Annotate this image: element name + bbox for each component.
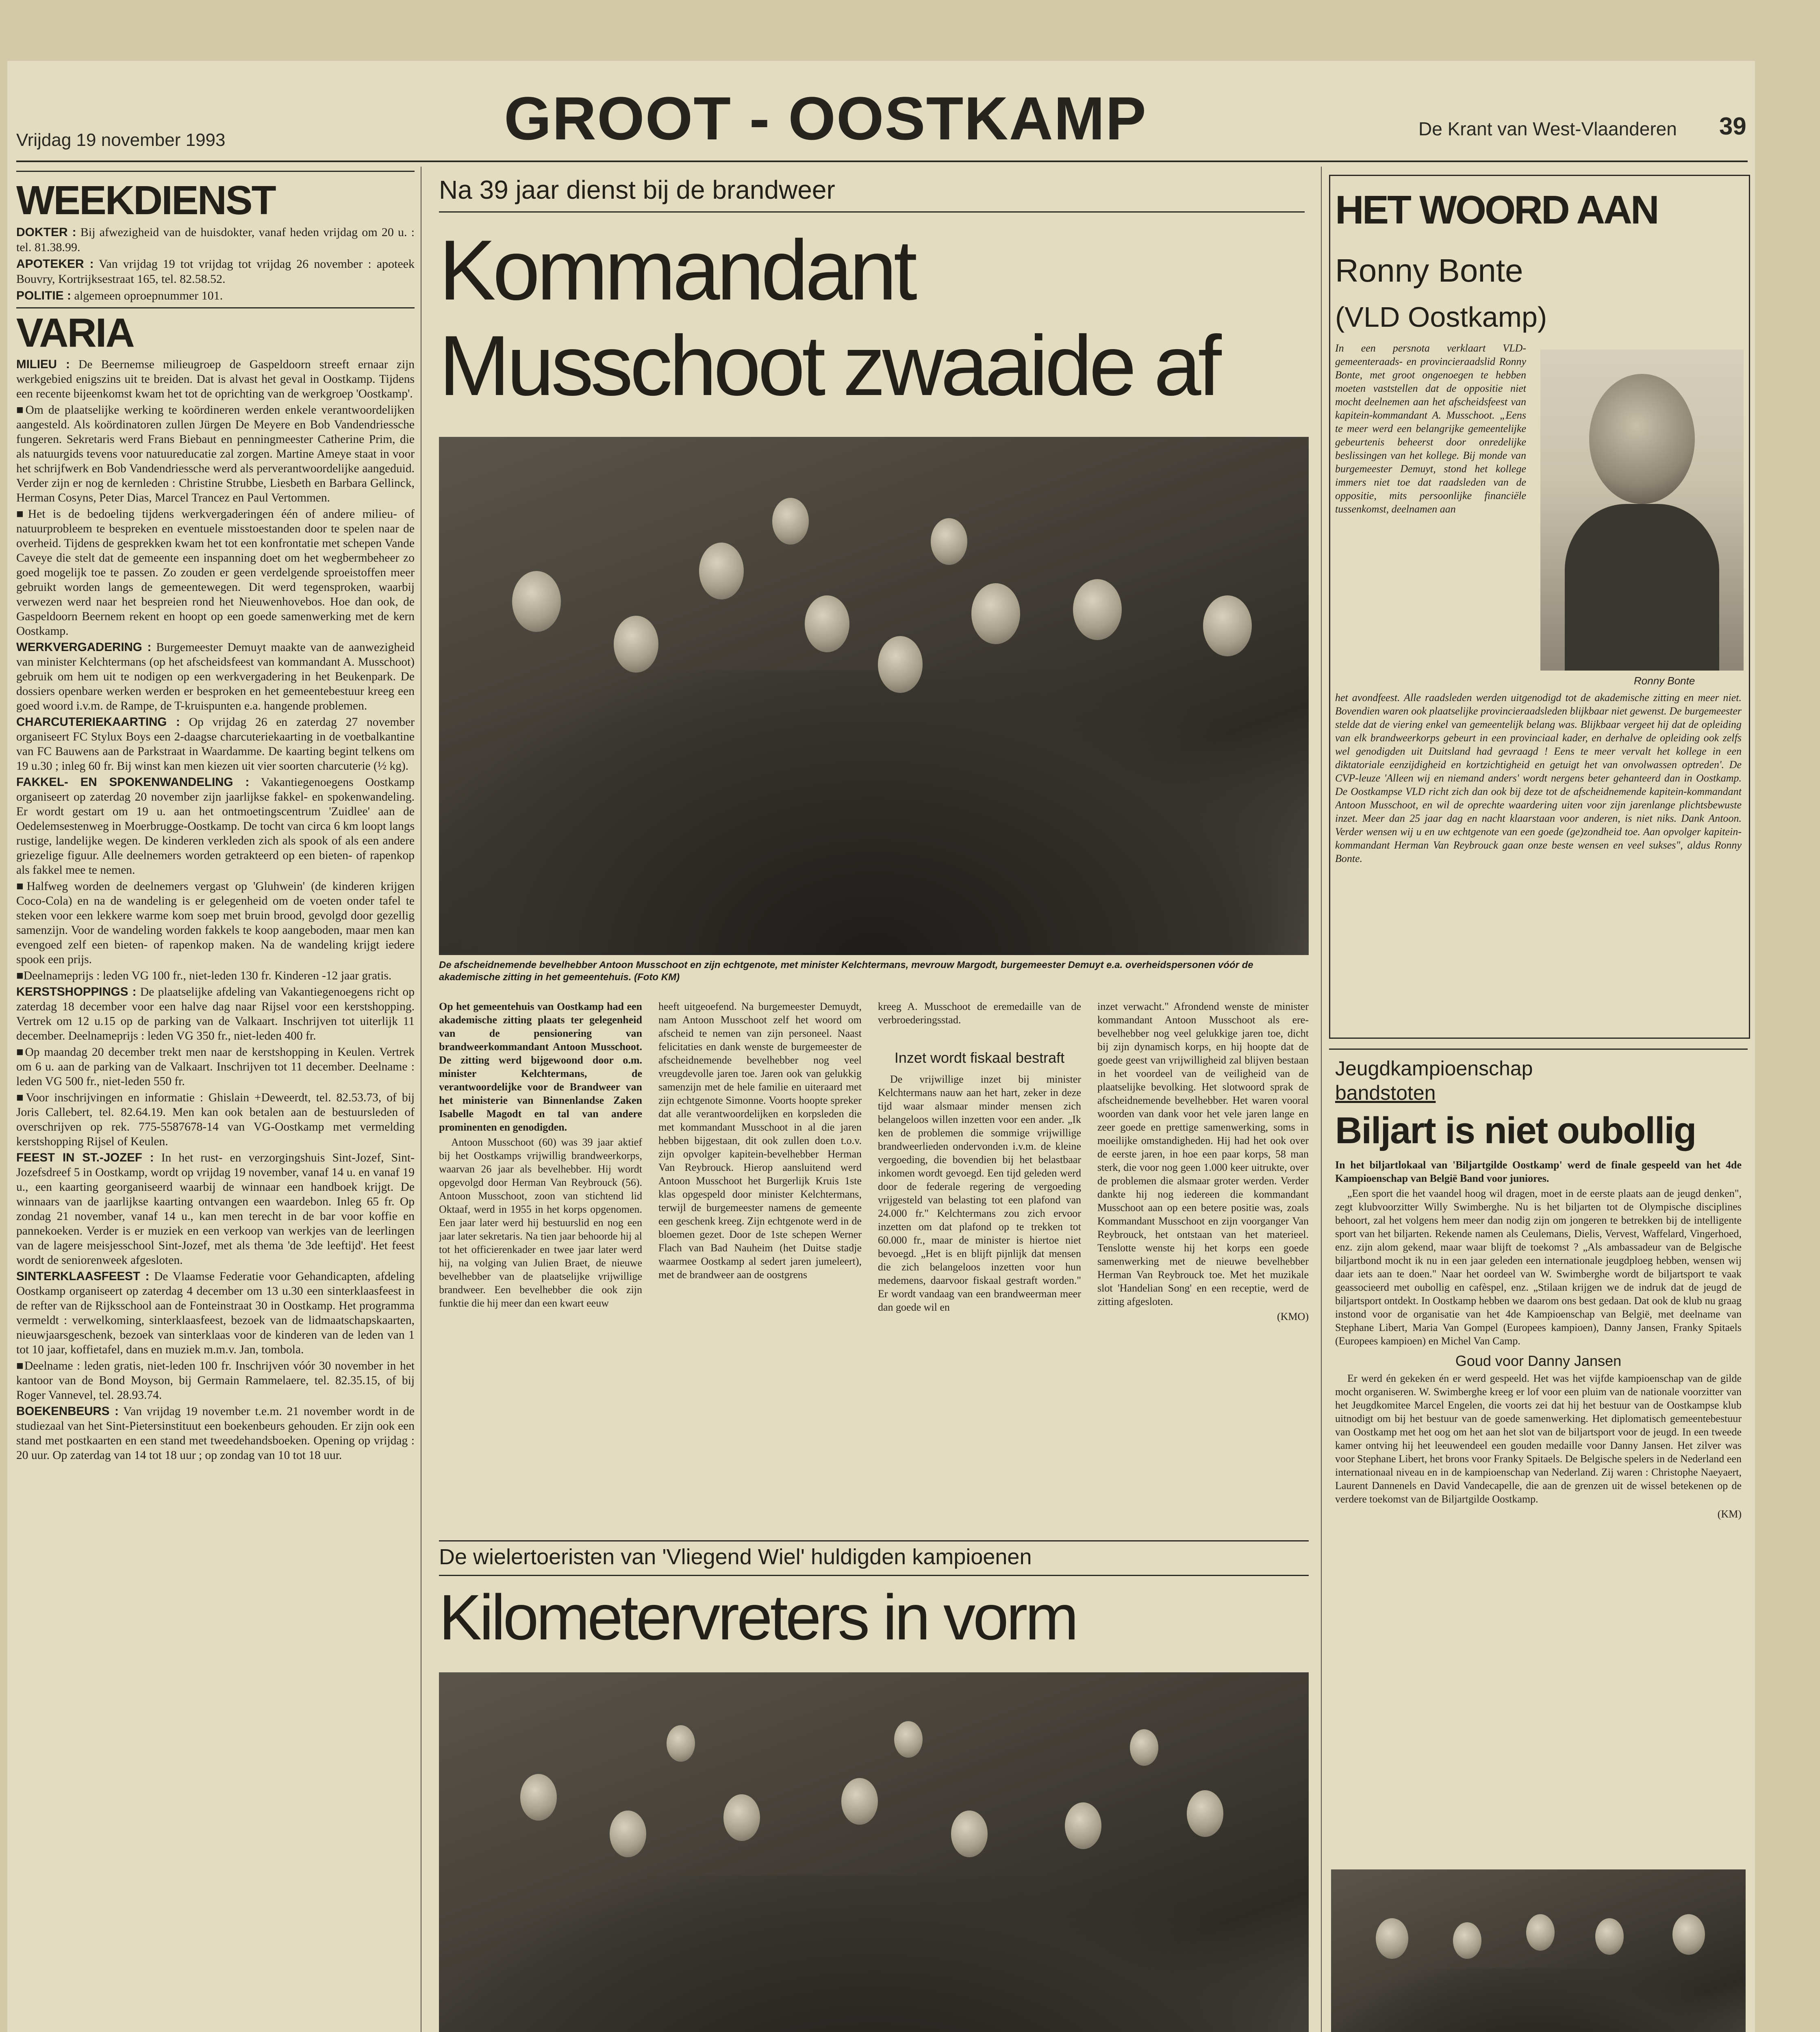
- main-col2-body: heeft uitgeoefend. Na burgemeester Demuydt, nam Antoon Musschoot zelf het woord om afscheid te nemen van zijn personeel. Naast felicitaties en dank wenste de burgemeester de afscheidnemende bevelhebber nog veel vreugdevolle jaren toe. Jaren ook van gelukkig samenzijn met de hele familie en uiteraard met zijn echtgenote Simonne. Voorts hoopte spreker dat alle verantwoordelijken en korpsleden die met kommandant Musschoot in al die jaren hebben bijgestaan, dit ook zullen doen t.o.v. zijn opvolger kapitein-bevelhebber Herman Van Reybrouck. Hierop aansluitend werd Antoon Musschoot het Burgerlijk Kruis 1ste klas opgespeld door minister Kelchtermans, terwijl de burgemeester namens de gemeente een geschenk kreeg. Zijn echtgenote werd in de bloemen gezet. Door de 1ste schepen Werner Flach van Bad Nauheim (het Duitse stadje waarmee Oostkamp al sedert jaren jumeleert), met de brandweer aan de oostgrens: [658, 1001, 862, 1281]
- varia-item-text: Van vrijdag 19 november t.e.m. 21 november wordt in de studiezaal van het Sint-Pietersinstituut een boekenbeurs gehouden. Er zijn ook een stand met postkaarten en een stand met tweedehandsboeken. Opening op vrijdag : 20 uur. Op zaterdag van 14 tot 18 uur ; op zondag van 10 tot 18 uur.: [16, 1405, 415, 1462]
- woord-aan-name: Ronny Bonte: [1335, 252, 1523, 289]
- varia-item-text: De plaatselijke afdeling van Vakantiegenoegens richt op zaterdag 18 december voor een halve dag naar Rijsel voor een kerstshopping. Vertrek om 12 u.15 op de parking van de Valkaart. Inschrijven tot uiterlijk 11 december. Deelnameprijs : leden VG 350 fr., niet-leden 400 fr.: [16, 986, 415, 1042]
- main-col3-body-2: De vrijwillige inzet bij minister Kelchtermans nauw aan het hart, zeker in deze tijd waar alsmaar minder mensen zich belangeloos willen inzetten voor een ander. „Ik ken de problemen die sommige vrijwillige brandweerlieden ondervonden i.v.m. de kleine vergoeding, die bovendien bij het belastbaar inkomen wordt gevoegd. Een tijd geleden werd door de federale regering de vergoeding vrijgesteld van belasting tot een plafond van 24.000 fr." Kelchtermans zou zich ervoor inzetten om dat plafond op te trekken tot 60.000 fr., maar de minister is hiertoe niet bevoegd. „Het is en blijft pijnlijk dat mensen die zich belangeloos inzetten voor hun medemens, daarvoor fiskaal gestraft worden." Er wordt vandaag van een brandweerman meer dan goede wil en: [878, 1073, 1081, 1313]
- varia-item-text: De Beernemse milieugroep de Gaspeldoorn streeft ernaar zijn werkgebied enigszins uit te breiden. Dat is alvast het geval in Oostkamp. Tijdens een recente bijeenkomst kwam het tot de oprichting van de werkgroep 'Oostkamp'.: [16, 358, 415, 400]
- varia-item-text: Vakantiegenoegens Oostkamp organiseert op zaterdag 20 november zijn jaarlijkse fakkel- en spokenwandeling. Er wordt gestart om 19 u. aan het ontmoetingscentrum 'Zuidlee' aan de Oedelemsestenweg in Moerbrugge-Oostkamp. De tocht van circa 6 km loopt langs rustige, landelijke wegen. De kinderen verkleden zich als spook of als een andere griezelige figuur. Alle deelnemers worden getrakteerd op een bieten- of rapenkop als fakkel mee te nemen.: [16, 776, 415, 877]
- main-byline: (KMO): [1277, 1311, 1309, 1322]
- varia-item-text: ■Het is de bedoeling tijdens werkvergaderingen één of andere milieu- of natuurprobleem te bespreken en eventuele misstoestanden door te spelen naar de overheid. Tijdens de gesprekken kwam het tot een konfrontatie met schepen Vande Caveye die stelt dat de gemeente een inspanning doet om het wegbermbeheer zo goed mogelijk toe te passen. Zo zouden er geen verdelgende sproeistoffen meer gebruikt worden langs de gemeentewegen. Dit werd tegensproken, waarbij verwezen werd naar het bespreien rond het Nieuwenhovebos. Hoe dan ook, de Gaspeldoorn Beernem rekent en hoopt op een goede samenwerking met de kern Oostkamp.: [16, 508, 415, 638]
- weekdienst-item-text: Bij afwezigheid van de huisdokter, vanaf heden vrijdag om 20 u. : tel. 81.38.99.: [16, 226, 415, 254]
- page-number: 39: [1719, 113, 1746, 140]
- biljart-body-1: „Een sport die het vaandel hoog wil dragen, moet in de eerste plaats aan de jeugd denken", zegt klubvoorzitter Willy Swimberghe. Nu is het biljarten tot de Olympische disciplines behoort, zal het volgens hem meer dan nodig zijn om jongeren te betrekken bij de intelligente sport van het biljarten. Rekende namen als Ceulemans, Dielis, Vervest, Waffelard, Vingerhoed, enz. zijn alom gekend, maar waar blijft de toekomst ? „Als ambassadeur van de Belgische biljartbond mocht ik nu in een jaar geleden een internationale jeugdploeg hebben, wensen wij daar iets aan te doen." Naar het oordeel van W. Swimberghe wordt de biljartsport te vaak geassocieerd met oubollig en cafèspel, enz. „Stilaan krijgen we de indruk dat de jeugd de biljartsport ontdekt. In Oostkamp hebben we daarom ons best gedaan. Dat ook de klub nu graag instond voor de organisatie van het 4de Kampioenschap van België, met deelname van Stephane Libert, Maria Van Gompel (Europees kampioen), Danny Jansen, Franky Spitaels (Europees kampioen) en Michel Van Camp.: [1335, 1188, 1742, 1347]
- main-col4-body: inzet verwacht." Afrondend wenste de minister kommandant Antoon Musschoot als ere-bevelhebber nog veel gelukkige jaren toe, dicht bij zijn dynamisch korps, en hij hoopte dat de goede geest van vrijwilligheid zal blijven bestaan in het voordeel van de veiligheid van de plaatselijke bevolking. Het slotwoord sprak de afscheidnemende bevelhebber. Het waren vooral woorden van dank voor het vele jaren lange en zeer goede en prettige samenwerking, soms in moeilijke omstandigheden. Hij had het ook over de eerste jaren, in hoe een paar korps, 58 man sterk, die voor nog geen 1.000 keer uitrukte, over de problemen die alsmaar groter werden. Verder dankte hij nog iedereen die kommandant Musschoot aan op een betere positie was, zoals Kommandant Musschoot en zijn voorganger Van Reybrouck, het ontstaan van het materieel. Tenslotte wenste hij het korps een goede samenwerking met de nieuwe bevelhebber Herman Van Reybrouck toe. Met het muzikale slot 'Handelian Song' en een receptie, werd de zitting afgesloten.: [1097, 1001, 1309, 1307]
- varia-item-text: Burgemeester Demuyt maakte van de aanwezigheid van minister Kelchtermans (op het afscheidsfeest van kommandant A. Musschoot) gebruik om hem uit te nodigen op een werkvergadering in het Beukenpark. De dossiers openbare werken werden er besproken en het gemeentebestuur kreeg een goed woord i.v.m. de Rampe, de T-kruispunten e.a. hangende problemen.: [16, 641, 415, 712]
- main-photo-caption: De afscheidnemende bevelhebber Antoon Musschoot en zijn echtgenote, met minister Kelchtermans, mevrouw Margodt, burgemeester Demuyt e.a. overheidspersonen vóór de akademische zitting in het gemeentehuis. (Foto KM): [439, 960, 1253, 983]
- varia-item-label: KERSTSHOPPINGS :: [16, 985, 137, 999]
- header-date: Vrijdag 19 november 1993: [16, 130, 226, 150]
- main-col-4: [1097, 1000, 1309, 1508]
- varia-item: [16, 1404, 415, 1463]
- main-kicker-rule: [439, 211, 1305, 213]
- left-column-top-rule: [16, 171, 415, 172]
- weekdienst-item-label: APOTEKER :: [16, 257, 94, 271]
- biljart-body-2: Er werd én gekeken én er werd gespeeld. Het was het vijfde kampioenschap van de gilde mocht organiseren. W. Swimberghe kreeg er lof voor een pluim van de nationale voorzitter van het Jeugdkomitee Marcel Engelen, die voorts zei dat hij het bestuur van de Oostkampse klub uitnodigt om bij het bestuur van de goede samenwerking. Het diplomatisch gemeentebestuur van Oostkamp met het oog om het aan het slot van de biljartsport voor de jeugd. In een tweede kamer ontving hij het leeuwendeel een gouden medaille voor Danny Jansen. Het zilver was voor Stephane Libert, het brons voor Franky Spitaels. De Belgische spelers in de Nederland een internationaal niveau en in de kampioenschap van Nederland. Zij waren : Christophe Naeyaert, Laurent Dannenels en David Vandecapelle, die aan de grenzen uit de wissel betekenen op de verdere toekomst van de Biljartgilde Oostkamp.: [1335, 1372, 1742, 1505]
- afscheid-groepsfoto: [439, 437, 1309, 955]
- varia-item-label: FEEST IN ST.-JOZEF :: [16, 1151, 154, 1164]
- varia-item: [16, 403, 415, 505]
- main-col3-subhead: Inzet wordt fiskaal bestraft: [894, 1049, 1065, 1066]
- varia-item-label: MILIEU :: [16, 358, 70, 371]
- varia-item: [16, 640, 415, 713]
- varia-item: [16, 775, 415, 877]
- wieler-kicker: De wielertoeristen van 'Vliegend Wiel' huldigden kampioenen: [439, 1545, 1032, 1569]
- varia-list: [16, 357, 415, 1463]
- woord-aan-text-full: het avondfeest. Alle raadsleden werden uitgenodigd tot de akademische zitting en meer niet. Bovendien waren ook plaatselijke provincieraadsleden blijkbaar niet gewenst. De burgemeester stelde dat de viering enkel van gemeentelijk belang was. Blijkbaar vergeet hij dat de opleiding van elk brandweerkorps gebeurt in een provinciaal kader, en derhalve de opleiding ook zelfs wel genodigden uit Duitsland had gevraagd ! Eens te meer vervalt het kollege in een diktatoriale eenzijdigheid en kortzichtigheid en getuigt het van onvolwassen optreden'. De CVP-leuze 'Alleen wij en niemand anders' wordt nergens beter gehanteerd dan in Oostkamp. De Oostkampse VLD richt zich dan ook bij deze tot de afscheidnemende kapitein-kommandant Antoon Musschoot, en wil de oprechte waardering uiten voor zijn jarenlange plichtsbewuste inzet. Meer dan 25 jaar dag en nacht klaarstaan voor anderen, is niet niks. Dank Antoon. Verder wensen wij u en uw echtgenote van een goede (ge)zondheid toe. Aan opvolger kapitein-kommandant Herman Van Reybrouck gaan onze beste wensen en veel sukses", aldus Ronny Bonte.: [1335, 692, 1742, 864]
- weekdienst-item-text: Van vrijdag 19 tot vrijdag tot vrijdag 26 november : apoteek Bouvry, Kortrijksestraat 165, tel. 82.58.52.: [16, 257, 415, 286]
- wieler-groepsfoto: [439, 1672, 1309, 2032]
- page-title: GROOT - OOSTKAMP: [504, 84, 1147, 152]
- main-col-3: [878, 1000, 1081, 1508]
- ronny-bonte-caption: Ronny Bonte: [1634, 675, 1695, 687]
- weekdienst-item-text: algemeen oproepnummer 101.: [74, 289, 223, 302]
- wieler-top-rule: [439, 1540, 1309, 1541]
- woord-aan-text-left: In een persnota verklaart VLD-gemeenteraads- en provincieraadslid Ronny Bonte, met groot ongenoegen te hebben moeten vaststellen dat de oppositie niet mocht deelnemen aan het afscheidsfeest van kapitein-kommandant A. Musschoot. „Eens te meer werd een belangrijke gemeentelijke gebeurtenis beheerst door onredelijke beslissingen van het kollege. Bij monde van burgemeester Demuyt, stond het kollege immers niet toe dat raadsleden van de oppositie, mits persoonlijke financiële tussenkomst, deelnamen aan: [1335, 342, 1526, 515]
- varia-item: [16, 507, 415, 638]
- varia-item: [16, 1090, 415, 1149]
- wieler-headline: Kilometervreters in vorm: [439, 1582, 1077, 1653]
- varia-item-label: BOEKENBEURS :: [16, 1405, 119, 1418]
- varia-item-text: Op vrijdag 26 en zaterdag 27 november organiseert FC Stylux Boys een 2-daagse charcuteriekaarting in de voetbalkantine van FC Bauwens aan de Parkstraat in Waardamme. De kaarting begint telkens om 19 u.30 ; inleg 60 fr. Bij winst kan men kiezen uit vier soorten charcuterie (½ kg).: [16, 716, 415, 773]
- biljart-body: [1335, 1158, 1742, 1861]
- varia-item: [16, 1045, 415, 1089]
- varia-item-text: In het rust- en verzorgingshuis Sint-Jozef, Sint-Jozefsdreef 5 in Oostkamp, wordt op vrijdag 19 november, vanaf 14 u. en vanaf 19 u., een kaarting georganiseerd waarbij de winnaar een handboek krijgt. De winnaars van de jaarlijkse kaarting ontvangen een waardebon. Inleg 65 fr. Op zondag 21 november, vanaf 14 u., kan men terecht in de bar voor koffie en pannekoeken. Verder is er muziek en een verkoop van werkjes van de leerlingen van de lagere meisjesschool Sint-Jozef, met als thema 'de 3de leeftijd'. Het feest wordt de seniorenweek afgesloten.: [16, 1151, 415, 1267]
- biljart-top-rule: [1329, 1049, 1748, 1050]
- biljart-lead: In het biljartlokaal van 'Biljartgilde Oostkamp' werd de finale gespeeld van het 4de Kampioenschap van België Band voor juniores.: [1335, 1159, 1742, 1184]
- biljart-byline: (KM): [1717, 1508, 1742, 1520]
- varia-item-text: ■Halfweg worden de deelnemers vergast op 'Gluhwein' (de kinderen krijgen Coco-Cola) en na de wandeling is er gelegenheid om de voeten onder tafel te steken voor een lekkere warme kom soep met bruin brood, gevolgd door gezellig samenzijn. Voor de wandeling worden fakkels te koop aangeboden, maar men kan evengoed zelf een bieten- of rapenkop maken. Na de wandeling krijgt iedere spook een prijs.: [16, 880, 415, 966]
- varia-item: [16, 968, 415, 983]
- varia-item-text: ■Deelname : leden gratis, niet-leden 100 fr. Inschrijven vóór 30 november in het kantoor van de Bond Moyson, bij Germain Rammelaere, tel. 82.35.15, of bij Roger Vannevel, tel. 28.93.74.: [16, 1359, 415, 1402]
- main-headline-2: Musschoot zwaaide af: [439, 318, 1218, 413]
- varia-item: [16, 879, 415, 967]
- weekdienst-item: [16, 256, 415, 287]
- varia-item-text: ■Om de plaatselijke werking te koördineren werden enkele verantwoordelijken aangesteld. Als koördinatoren zullen Jürgen De Meyere en Bob Vandendriessche fungeren. Sekretaris werd Frans Biebaut en penningmeester Catherine Prim, die als natuurgids tevens voor natuureducatie zal zorgen. Martine Ameye staat in voor het schrijfwerk en Bob Vandendriessche werd als perverantwoordelijke aangeduid. Verder zijn er nog de kernleden : Christine Strubbe, Liesbeth en Barbara Gellinck, Herman Cosyns, Peter Dias, Marcel Trancez en Paul Vertommen.: [16, 404, 415, 504]
- varia-item-text: ■Deelnameprijs : leden VG 100 fr., niet-leden 130 fr. Kinderen -12 jaar gratis.: [16, 969, 392, 982]
- main-kicker: Na 39 jaar dienst bij de brandweer: [439, 175, 835, 204]
- biljart-kicker-1: Jeugdkampioenschap: [1335, 1057, 1533, 1080]
- main-lead: Op het gemeentehuis van Oostkamp had een akademische zitting plaats ter gelegenheid van de pensionering van brandweerkommandant Antoon Musschoot. De zitting werd bijgewoond door o.m. minister Kelchtermans, de verantwoordelijke voor de Brandweer van het ministerie van Binnenlandse Zaken Isabelle Magodt en tal van andere prominenten en genodigden.: [439, 1001, 642, 1133]
- varia-heading: VARIA: [16, 307, 415, 357]
- varia-item-text: ■Voor inschrijvingen en informatie : Ghislain +Deweerdt, tel. 82.53.73, of bij Joris Callebert, tel. 82.64.19. Men kan ook betalen aan de bestuursleden of overschrijven op rek. 775-5587678-14 van VG-Oostkamp met vermelding kerstshopping Rijsel of Keulen.: [16, 1091, 415, 1148]
- varia-item-label: SINTERKLAASFEEST :: [16, 1270, 150, 1283]
- header-rule: [16, 161, 1748, 162]
- varia-item: [16, 985, 415, 1043]
- right-column-divider: [1321, 167, 1322, 2032]
- biljart-subhead: Goud voor Danny Jansen: [1455, 1352, 1622, 1369]
- varia-item: [16, 1359, 415, 1402]
- woord-aan-heading: HET WOORD AAN: [1335, 187, 1658, 232]
- varia-item: [16, 357, 415, 401]
- varia-item: [16, 715, 415, 773]
- wieler-kicker-rule: [439, 1575, 1309, 1576]
- weekdienst-item: [16, 288, 415, 303]
- weekdienst-heading: WEEKDIENST: [16, 178, 275, 223]
- main-col1-body: Antoon Musschoot (60) was 39 jaar aktief bij het Oostkamps vrijwillig brandweerkorps, waarvan 26 jaar als bevelhebber. Hij wordt opgevolgd door Herman Van Reybrouck (56). Antoon Musschoot, zoon van stichtend lid Oktaaf, werd in 1955 in het korps opgenomen. Een jaar later werd hij bestuurslid en nog een jaar later sekretaris. Na tien jaar behoorde hij al tot het officierenkader en twee jaar later werd hij, na volging van Julien Braet, de nieuwe bevelhebber van de plaatselijke vrijwillige brandweer. Een bevelhebber die ook zijn funktie die hij meer dan een kwart eeuw: [439, 1136, 642, 1309]
- varia-item-label: WERKVERGADERING :: [16, 640, 152, 654]
- main-col-1: [439, 1000, 642, 1508]
- woord-aan-party: (VLD Oostkamp): [1335, 301, 1547, 333]
- main-col3-body-1: kreeg A. Musschoot de eremedaille van de verbroederingsstad.: [878, 1001, 1081, 1026]
- weekdienst-item: [16, 225, 415, 255]
- weekdienst-item-label: POLITIE :: [16, 289, 71, 302]
- varia-item-label: CHARCUTERIEKAARTING :: [16, 715, 180, 729]
- weekdienst-item-label: DOKTER :: [16, 226, 76, 239]
- biljart-kicker-2: bandstoten: [1335, 1081, 1436, 1104]
- varia-item-text: De Vlaamse Federatie voor Gehandicapten, afdeling Oostkamp organiseert op zaterdag 4 december om 13 u.30 een sinterklaasfeest in de refter van de Rijksschool aan de Fonteinstraat 30 in Oostkamp. Het programma vermeldt : verwelkoming, sinterklaasfeest, bezoek van de lidmaatschapskaarten, nieuwjaarsgeschenk, bezoek van sinterklaas voor de kinderen van de leden van 1 tot 10 jaar, koffietafel, dans en muziek m.m.v. Jan, tombola.: [16, 1270, 415, 1356]
- varia-item-text: ■Op maandag 20 december trekt men naar de kerstshopping in Keulen. Vertrek om 6 u. aan de parking van de Valkaart. Inschrijven tot 11 december. Deelname : leden VG 500 fr., niet-leden 550 fr.: [16, 1046, 415, 1088]
- weekdienst-list: [16, 225, 415, 303]
- biljart-photo-jeugdploeg: [1331, 1869, 1746, 2032]
- left-column: [16, 171, 415, 2032]
- biljart-headline: Biljart is niet oubollig: [1335, 1110, 1696, 1151]
- main-col-2: [658, 1000, 862, 1508]
- ronny-bonte-portrait: [1540, 350, 1744, 671]
- varia-item: [16, 1269, 415, 1357]
- varia-item: [16, 1151, 415, 1268]
- varia-item-label: FAKKEL- EN SPOKENWANDELING :: [16, 775, 250, 789]
- paper-name: De Krant van West-Vlaanderen: [1418, 118, 1677, 139]
- main-headline-1: Kommandant: [439, 222, 914, 318]
